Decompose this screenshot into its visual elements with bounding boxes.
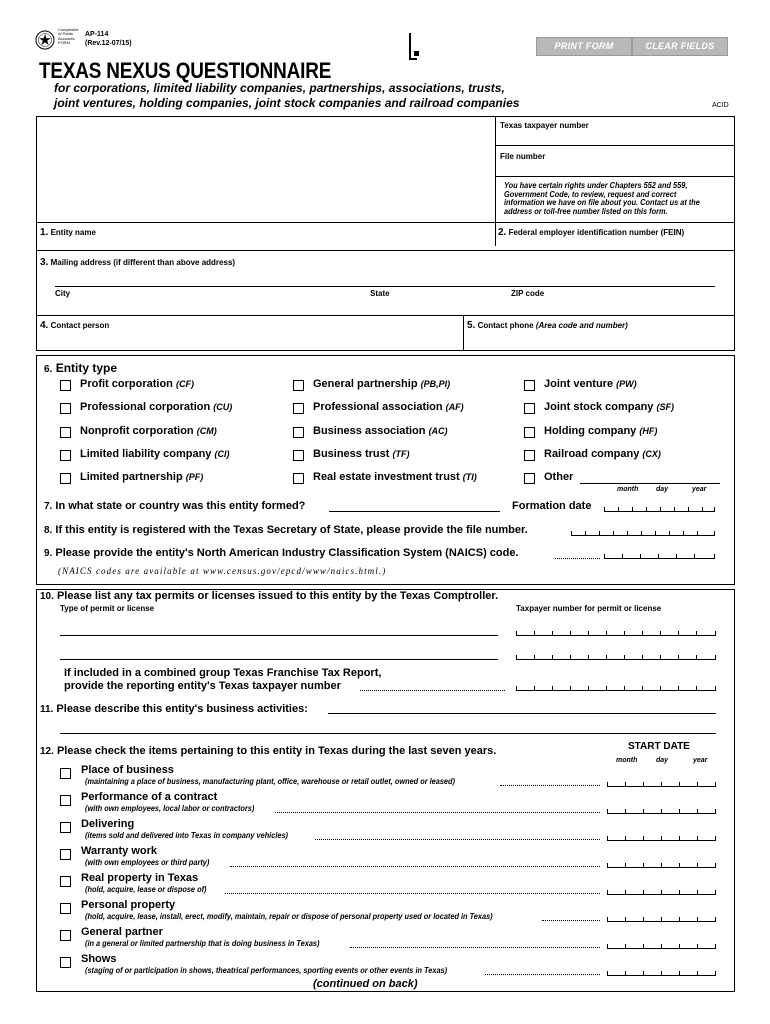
permit-number-input-1[interactable] <box>516 628 716 636</box>
entity-option: Profit corporation (CF) <box>80 378 194 390</box>
checkbox-real-property[interactable] <box>60 876 71 887</box>
city-input[interactable] <box>55 300 355 314</box>
activity-description: (in a general or limited partnership that is doing business in Texas) <box>85 939 320 948</box>
print-form-button[interactable]: PRINT FORM <box>536 37 632 56</box>
naics-code-input[interactable] <box>604 551 715 559</box>
sos-file-number-input[interactable] <box>571 528 715 536</box>
seal-text: Comptroller of Public Accounts FORM <box>58 27 79 46</box>
activity-description: (hold, acquire, lease or dispose of) <box>85 885 207 894</box>
activity-description: (hold, acquire, lease, install, erect, modify, maintain, repair or dispose of personal property used or located in Texas) <box>85 912 493 921</box>
permit-type-input-2[interactable] <box>60 659 498 660</box>
start-date-input[interactable] <box>607 887 716 895</box>
permit-type-label: Type of permit or license <box>60 604 155 613</box>
page-title: TEXAS NEXUS QUESTIONNAIRE <box>39 58 332 83</box>
activity-title: Place of business <box>81 764 174 776</box>
combined-taxpayer-number-input[interactable] <box>516 683 716 691</box>
divider <box>463 315 464 351</box>
entity-option: General partnership (PB,PI) <box>313 378 451 390</box>
entity-option: Joint venture (PW) <box>544 378 637 390</box>
zip-code-input[interactable] <box>511 300 711 314</box>
q11-label: 11. Please describe this entity's business activities: <box>40 703 308 715</box>
date-header-day: day <box>656 757 669 764</box>
checkbox-performance-of-contract[interactable] <box>60 795 71 806</box>
checkbox-business-trust[interactable] <box>293 450 304 461</box>
checkbox-holding-company[interactable] <box>524 427 535 438</box>
entity-option: Nonprofit corporation (CM) <box>80 425 217 437</box>
barcode-mark <box>409 33 411 59</box>
date-header-year: year <box>692 486 707 493</box>
leader-dots <box>350 947 600 948</box>
leader-dots <box>225 893 600 894</box>
contact-phone-input[interactable] <box>467 333 727 347</box>
entity-option: Holding company (HF) <box>544 425 658 437</box>
clear-fields-button[interactable]: CLEAR FIELDS <box>632 37 728 56</box>
checkbox-general-partner[interactable] <box>60 930 71 941</box>
checkbox-general-partnership[interactable] <box>293 380 304 391</box>
combined-group-label: If included in a combined group Texas Franchise Tax Report, provide the reporting entity's Texas taxpayer number <box>64 667 382 692</box>
entity-name-label: 1. Entity name <box>40 227 96 238</box>
checkbox-warranty-work[interactable] <box>60 849 71 860</box>
checkbox-place-of-business[interactable] <box>60 768 71 779</box>
business-activities-input-line-1[interactable] <box>328 713 716 714</box>
activity-description: (items sold and delivered into Texas in company vehicles) <box>85 831 289 840</box>
permit-number-input-2[interactable] <box>516 652 716 660</box>
leader-dots <box>275 812 600 813</box>
checkbox-delivering[interactable] <box>60 822 71 833</box>
start-date-heading: START DATE <box>628 741 690 752</box>
date-header-month: month <box>616 757 638 764</box>
start-date-input[interactable] <box>607 914 716 922</box>
barcode-mark <box>409 58 417 60</box>
activity-title: Warranty work <box>81 845 158 857</box>
business-activities-input-line-2[interactable] <box>60 733 716 734</box>
formation-date-input[interactable] <box>604 504 715 512</box>
activity-title: Shows <box>81 953 117 965</box>
divider <box>36 315 735 316</box>
date-header-month: month <box>617 486 639 493</box>
fein-input[interactable] <box>498 238 728 248</box>
entity-option: Business trust (TF) <box>313 448 410 460</box>
checkbox-joint-stock-company[interactable] <box>524 403 535 414</box>
checkbox-profit-corporation[interactable] <box>60 380 71 391</box>
mailing-address-label: 3. Mailing address (if different than above address) <box>40 257 236 268</box>
activity-title: General partner <box>81 926 163 938</box>
activity-description: (with own employees or third party) <box>85 858 210 867</box>
checkbox-personal-property[interactable] <box>60 903 71 914</box>
entity-address-area[interactable] <box>38 118 493 222</box>
start-date-input[interactable] <box>607 806 716 814</box>
entity-option: Limited liability company (CI) <box>80 448 230 460</box>
start-date-input[interactable] <box>607 860 716 868</box>
other-entity-input[interactable] <box>580 471 720 484</box>
q7-input-line[interactable] <box>329 511 500 512</box>
checkbox-railroad-company[interactable] <box>524 450 535 461</box>
start-date-input[interactable] <box>607 833 716 841</box>
leader-dots <box>230 866 600 867</box>
q9-label: 9. Please provide the entity's North American Industry Classification System (NAICS) code. <box>44 547 519 559</box>
activity-title: Performance of a contract <box>81 791 218 803</box>
permit-number-label: Taxpayer number for permit or license <box>516 604 662 613</box>
zip-code-label: ZIP code <box>511 289 545 298</box>
activity-description: (maintaining a place of business, manufacturing plant, office, warehouse or retail outlet, owned or leased) <box>85 777 455 786</box>
contact-person-label: 4. Contact person <box>40 320 110 331</box>
state-input[interactable] <box>370 300 500 314</box>
entity-option: Railroad company (CX) <box>544 448 661 460</box>
checkbox-limited-partnership[interactable] <box>60 473 71 484</box>
entity-option: Professional association (AF) <box>313 401 464 413</box>
comptroller-seal-icon <box>35 30 55 50</box>
formation-date-label: Formation date <box>512 500 592 512</box>
contact-phone-label: 5. Contact phone (Area code and number) <box>467 320 628 331</box>
continued-on-back: (continued on back) <box>313 978 418 990</box>
date-header-day: day <box>656 486 669 493</box>
leader-dots <box>500 785 600 786</box>
checkbox-business-association[interactable] <box>293 427 304 438</box>
q12-label: 12. Please check the items pertaining to this entity in Texas during the last seven years. <box>40 745 497 757</box>
divider <box>55 286 715 287</box>
q10-label: 10. Please list any tax permits or licenses issued to this entity by the Texas Comptroller. <box>40 590 499 602</box>
checkbox-other[interactable] <box>524 473 535 484</box>
permit-type-input-1[interactable] <box>60 635 498 636</box>
taxpayer-number-label: Texas taxpayer number <box>500 121 589 130</box>
leader-dots <box>542 920 600 921</box>
activity-description: (with own employees, local labor or contractors) <box>85 804 255 813</box>
date-header-year: year <box>693 757 708 764</box>
entity-option: Other <box>544 471 574 483</box>
leader-dots <box>315 839 600 840</box>
barcode-mark <box>414 51 419 56</box>
checkbox-professional-association[interactable] <box>293 403 304 414</box>
start-date-input[interactable] <box>607 779 716 787</box>
form-number: AP-114 (Rev.12-07/15) <box>85 31 132 47</box>
leader-dots <box>360 690 505 691</box>
checkbox-real-estate-investment-trust[interactable] <box>293 473 304 484</box>
start-date-input[interactable] <box>607 968 716 976</box>
entity-option: Business association (AC) <box>313 425 448 437</box>
activity-title: Personal property <box>81 899 176 911</box>
start-date-input[interactable] <box>607 941 716 949</box>
divider <box>36 222 735 223</box>
activity-title: Real property in Texas <box>81 872 199 884</box>
entity-option: Joint stock company (SF) <box>544 401 674 413</box>
entity-option: Professional corporation (CU) <box>80 401 233 413</box>
page-subtitle: for corporations, limited liability companies, partnerships, associations, trusts, joint ventures, holding companies, joint stock companies and railroad companies <box>54 81 520 110</box>
checkbox-limited-liability-company[interactable] <box>60 450 71 461</box>
checkbox-nonprofit-corporation[interactable] <box>60 427 71 438</box>
leader-dots <box>485 974 600 975</box>
entity-option: Limited partnership (PF) <box>80 471 204 483</box>
divider <box>495 116 496 246</box>
entity-name-input[interactable] <box>40 238 490 248</box>
mailing-address-input[interactable] <box>40 270 715 284</box>
checkbox-shows[interactable] <box>60 957 71 968</box>
divider <box>495 145 735 146</box>
checkbox-joint-venture[interactable] <box>524 380 535 391</box>
fein-label: 2. Federal employer identification number (FEIN) <box>498 227 685 238</box>
q8-label: 8. If this entity is registered with the Texas Secretary of State, please provide the file number. <box>44 524 528 536</box>
checkbox-professional-corporation[interactable] <box>60 403 71 414</box>
q7-label: 7. In what state or country was this entity formed? <box>44 500 306 512</box>
divider <box>495 176 735 177</box>
contact-person-input[interactable] <box>40 333 460 347</box>
activity-title: Delivering <box>81 818 135 830</box>
entity-type-heading: 6. Entity type <box>44 361 118 375</box>
rights-notice: You have certain rights under Chapters 552 and 559, Government Code, to review, request and correct information we have on file about you. Contact us at the address or toll-free number listed on this form. <box>504 181 700 216</box>
city-label: City <box>55 289 71 298</box>
acid-label: ACID <box>712 102 729 109</box>
activity-description: (staging of or participation in shows, theatrical performances, sporting events or other events in Texas) <box>85 966 448 975</box>
leader-dots <box>555 558 600 559</box>
state-label: State <box>370 289 390 298</box>
naics-note: (NAICS codes are available at www.census.gov/epcd/www/naics.html.) <box>58 566 387 576</box>
divider <box>36 250 735 251</box>
file-number-label: File number <box>500 152 546 161</box>
entity-option: Real estate investment trust (TI) <box>313 471 477 483</box>
